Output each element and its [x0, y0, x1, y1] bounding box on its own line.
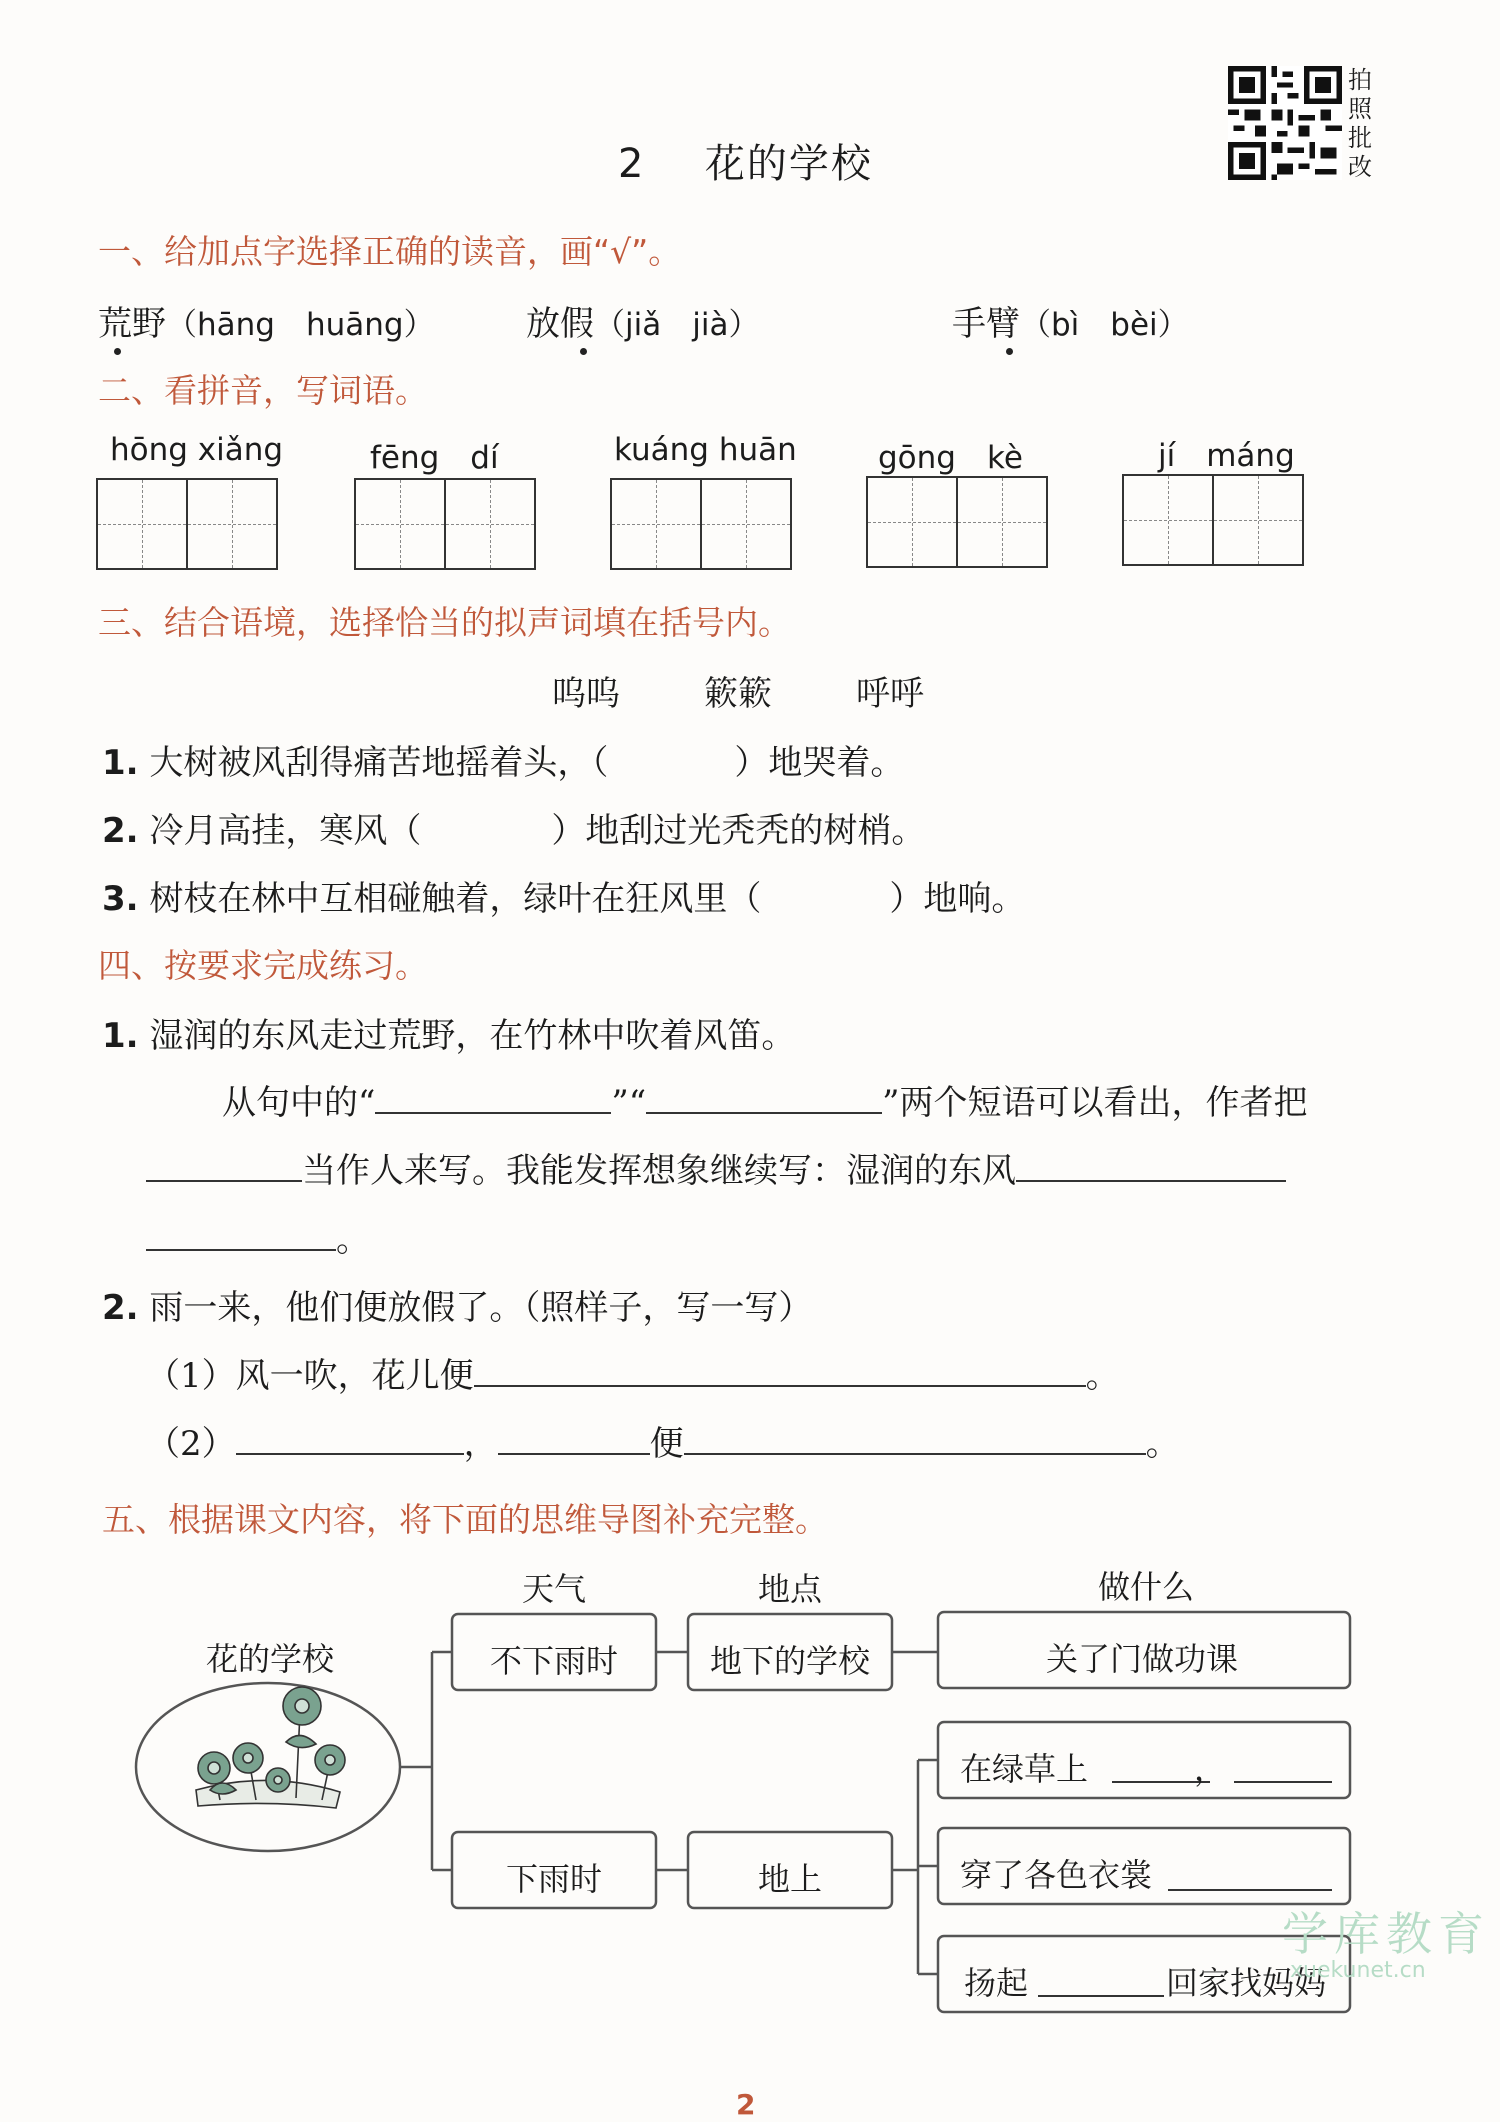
writing-grid-cell[interactable] [186, 478, 278, 570]
page-title [618, 132, 873, 189]
mind-map-root: 花的学校 [206, 1640, 335, 1678]
weather-rain: 下雨时 [506, 1860, 603, 1898]
pinyin-label-5: jí máng [1158, 438, 1295, 474]
flower-illustration [196, 1687, 345, 1808]
writing-grid-cell[interactable] [96, 478, 188, 570]
answer-blank[interactable] [375, 1082, 611, 1114]
answer-blank[interactable] [498, 1423, 650, 1455]
writing-grid-cell[interactable] [610, 478, 702, 570]
answer-blank[interactable] [1016, 1150, 1286, 1182]
answer-blank[interactable] [646, 1082, 882, 1114]
writing-grid-cell[interactable] [354, 478, 446, 570]
section3-question-3: 3. 树枝在林中互相碰触着，绿叶在狂风里（ ）地响。 [102, 879, 1026, 919]
writing-grid-cell[interactable] [1212, 474, 1304, 566]
word-bank-1: 呜呜 [552, 674, 620, 714]
pinyin-label-2: fēng dí [370, 440, 499, 476]
section4-question-1: 1. 湿润的东风走过荒野，在竹林中吹着风笛。 [102, 1016, 796, 1056]
lesson-title: 花的学校 [704, 141, 873, 187]
writing-grid-cell[interactable] [1122, 474, 1214, 566]
lesson-number: 2 [618, 141, 646, 187]
action-return: 扬起 回家找妈妈 [964, 1964, 1327, 2002]
word-bank-2: 簌簌 [704, 674, 772, 714]
section4-question-2: 2. 雨一来，他们便放假了。（照样子，写一写） [102, 1288, 813, 1328]
section4-heading: 四、按要求完成练习。 [98, 946, 428, 985]
section2-heading: 二、看拼音，写词语。 [98, 371, 428, 410]
section4-q1-line2: 当作人来写。我能发挥想象继续写：湿润的东风 [146, 1143, 1286, 1192]
answer-blank[interactable] [684, 1423, 1146, 1455]
pronunciation-item-1: 荒野（hāng huāng） [98, 304, 435, 344]
answer-blank[interactable] [474, 1355, 1086, 1387]
watermark-url: xuekunet.cn [1290, 1958, 1426, 1983]
pinyin-label-3: kuáng huān [614, 432, 797, 468]
action-homework: 关了门做功课 [1046, 1640, 1239, 1678]
emphasis-dot [580, 348, 587, 355]
section4-q1-line1: 从句中的“ ”“ ”两个短语可以看出，作者把 [222, 1083, 1308, 1123]
connector [656, 1652, 938, 1870]
action-clothes: 穿了各色衣裳 [960, 1856, 1153, 1894]
section4-q2-sub1: （1）风一吹，花儿便 。 [146, 1356, 1120, 1396]
connector [892, 1760, 938, 1974]
qr-caption: 拍 照 批 改 [1348, 66, 1372, 181]
writing-grid-cell[interactable] [700, 478, 792, 570]
pinyin-label-4: gōng kè [878, 440, 1023, 476]
writing-grid-cell[interactable] [956, 476, 1048, 568]
section4-q1-line3: 。 [146, 1212, 370, 1261]
pinyin-label-1: hōng xiǎng [110, 432, 284, 468]
pronunciation-item-2: 放假（jiǎ jià） [526, 304, 760, 344]
weather-dry: 不下雨时 [490, 1642, 619, 1680]
answer-blank[interactable] [146, 1219, 336, 1251]
place-ground: 地上 [758, 1860, 823, 1898]
answer-blank[interactable] [146, 1150, 302, 1182]
section3-question-2: 2. 冷月高挂，寒风（ ）地刮过光秃秃的树梢。 [102, 811, 926, 851]
writing-grid-cell[interactable] [444, 478, 536, 570]
qr-code [1228, 66, 1342, 180]
watermark-logo: 学库教育 [1282, 1907, 1490, 1961]
root-ellipse [136, 1683, 400, 1851]
col-header-place: 地点 [758, 1570, 823, 1608]
answer-blank[interactable] [236, 1423, 464, 1455]
writing-grid-cell[interactable] [866, 476, 958, 568]
section5-heading: 五、根据课文内容，将下面的思维导图补充完整。 [102, 1500, 828, 1539]
section4-q2-sub2: （2） ， 便 。 [146, 1424, 1180, 1464]
emphasis-dot [114, 348, 121, 355]
section3-question-1: 1. 大树被风刮得痛苦地摇着头，（ ）地哭着。 [102, 743, 905, 783]
place-underground: 地下的学校 [710, 1642, 871, 1680]
page-number: 2 [736, 2088, 756, 2121]
connector [400, 1652, 452, 1870]
section3-heading: 三、结合语境，选择恰当的拟声词填在括号内。 [98, 603, 791, 642]
section1-heading: 一、给加点字选择正确的读音，画“√”。 [98, 232, 682, 271]
action-grass: 在绿草上 ， [960, 1750, 1227, 1788]
col-header-action: 做什么 [1098, 1568, 1195, 1606]
pronunciation-item-3: 手臂（bì bèi） [952, 304, 1189, 344]
word-bank-3: 呼呼 [856, 674, 924, 714]
emphasis-dot [1006, 348, 1013, 355]
col-header-weather: 天气 [522, 1570, 587, 1608]
